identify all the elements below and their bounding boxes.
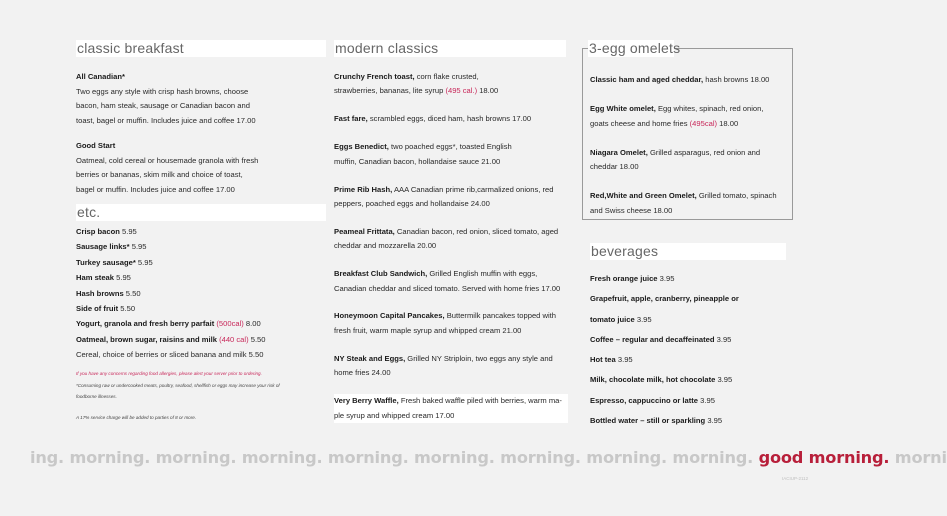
menu-item [76, 139, 326, 197]
menu-item: Prime Rib Hash, AAA Canadian prime rib,carmalized onions, red peppers, poached eggs and hollandaise 24.00 [334, 184, 554, 208]
menu-item: NY Steak and Eggs, Grilled NY Striploin, two eggs any style and home fries 24.00 [334, 353, 553, 378]
good-morning-band [30, 447, 947, 469]
list-item: Side of fruit 5.50 [76, 304, 136, 314]
menu-item: Red,White and Green Omelet, Grilled tomato, spinach and Swiss cheese 18.00 [590, 191, 777, 215]
modern-classics-title: modern classics [334, 40, 566, 57]
list-item: Cereal, choice of berries or sliced banana and milk 5.50 [76, 350, 264, 360]
menu-notes [76, 368, 326, 423]
item-desc: toast, bagel or muffin. Includes juice and coffee 17.00 [76, 115, 256, 125]
item-desc: bacon, ham steak, sausage or Canadian bacon and [76, 101, 250, 110]
etc-list [76, 224, 326, 363]
item-desc: Oatmeal, cold cereal or housemade granola with fresh [76, 155, 259, 165]
menu-item: Fast fare, scrambled eggs, diced ham, hash browns 17.00 [334, 114, 532, 124]
list-item: Coffee – regular and decaffeinated 3.95 [590, 334, 732, 344]
list-item: Ham steak 5.95 [76, 273, 131, 283]
list-item: Milk, chocolate milk, hot chocolate 3.95 [590, 375, 733, 385]
menu-item: Breakfast Club Sandwich, Grilled English muffin with eggs, Canadian cheddar and sliced tomato. Served with home fries 17.00 [334, 269, 561, 293]
menu-code: IACIUP-2112 [782, 476, 809, 481]
beverages-title: beverages [590, 243, 786, 260]
service-charge-note: A 17% service charge will be added to parties of 8 or more. [76, 414, 197, 420]
menu-item: Very Berry Waffle, Fresh baked waffle piled with berries, warm ma- ple syrup and whipped cream 17.00 [334, 394, 568, 423]
list-item: Espresso, cappuccino or latte 3.95 [590, 395, 715, 405]
item-desc: berries or bananas, skim milk and choice of toast, [76, 170, 243, 179]
list-item: Turkey sausage* 5.95 [76, 257, 153, 267]
list-item: Grapefruit, apple, cranberry, pineapple or [590, 294, 739, 304]
menu-item: Crunchy French toast, corn flake crusted, strawberries, bananas, lite syrup (495 cal.) 18.00 [334, 72, 499, 96]
item-desc: bagel or muffin. Includes juice and coffee 17.00 [76, 184, 235, 194]
beverages-list [590, 269, 790, 431]
omelets-title: 3-egg omelets [589, 40, 681, 56]
list-item: Hash browns 5.50 [76, 288, 141, 298]
menu-item: Peameal Frittata, Canadian bacon, red onion, sliced tomato, aged cheddar and mozzarella 20.00 [334, 226, 559, 251]
list-item: Yogurt, granola and fresh berry parfait (500cal) 8.00 [76, 319, 261, 329]
calorie-label: (495 cal.) [445, 86, 478, 96]
menu-item [76, 70, 326, 128]
list-item: Crisp bacon 5.95 [76, 227, 137, 236]
classic-breakfast-title: classic breakfast [76, 40, 326, 57]
menu-item: Honeymoon Capital Pancakes, Buttermilk pancakes topped with fresh fruit, warm maple syrup and whipped cream 21.00 [334, 311, 557, 335]
menu-item: Egg White omelet, Egg whites, spinach, red onion, goats cheese and home fries (495cal) 18.00 [590, 104, 764, 128]
footer-faded-text: ing. morning. morning. morning. morning. morning. morning. morning. morning. [30, 448, 759, 467]
allergy-note: If you have any concerns regarding food allergies, please alert your server prior to ordering. [76, 371, 262, 376]
list-item: Sausage links* 5.95 [76, 242, 147, 252]
calorie-label: (500cal) [214, 319, 244, 329]
consuming-note: foodborne illnesses. [76, 394, 117, 399]
consuming-note: *Consuming raw or undercooked meats, poultry, seafood, shellfish or eggs may increase your risk of [76, 382, 280, 388]
etc-title: etc. [76, 204, 326, 221]
list-item: tomato juice 3.95 [590, 314, 652, 324]
list-item: Fresh orange juice 3.95 [590, 274, 675, 283]
calorie-label: (495cal) [689, 118, 718, 128]
calorie-label: (440 cal) [216, 334, 249, 344]
item-name: Good Start [76, 141, 116, 150]
menu-item: Niagara Omelet, Grilled asparagus, red onion and cheddar 18.00 [590, 147, 761, 171]
list-item: Bottled water – still or sparkling 3.95 [590, 416, 723, 426]
list-item: Hot tea 3.95 [590, 355, 633, 365]
modern-classics-column [334, 40, 566, 423]
menu-item: Eggs Benedict, two poached eggs*, toasted English muffin, Canadian bacon, hollandaise sauce 21.00 [334, 142, 512, 166]
omelets-list [590, 73, 788, 233]
item-desc: Two eggs any style with crisp hash browns, choose [76, 86, 249, 96]
footer-good-morning: good morning. [758, 448, 890, 467]
classic-breakfast-column [76, 40, 326, 420]
list-item: Oatmeal, brown sugar, raisins and milk (440 cal) 5.50 [76, 334, 266, 344]
menu-item: Classic ham and aged cheddar, hash browns 18.00 [590, 75, 770, 84]
footer-tail-text: morni [889, 448, 947, 467]
item-name: All Canadian* [76, 72, 125, 81]
